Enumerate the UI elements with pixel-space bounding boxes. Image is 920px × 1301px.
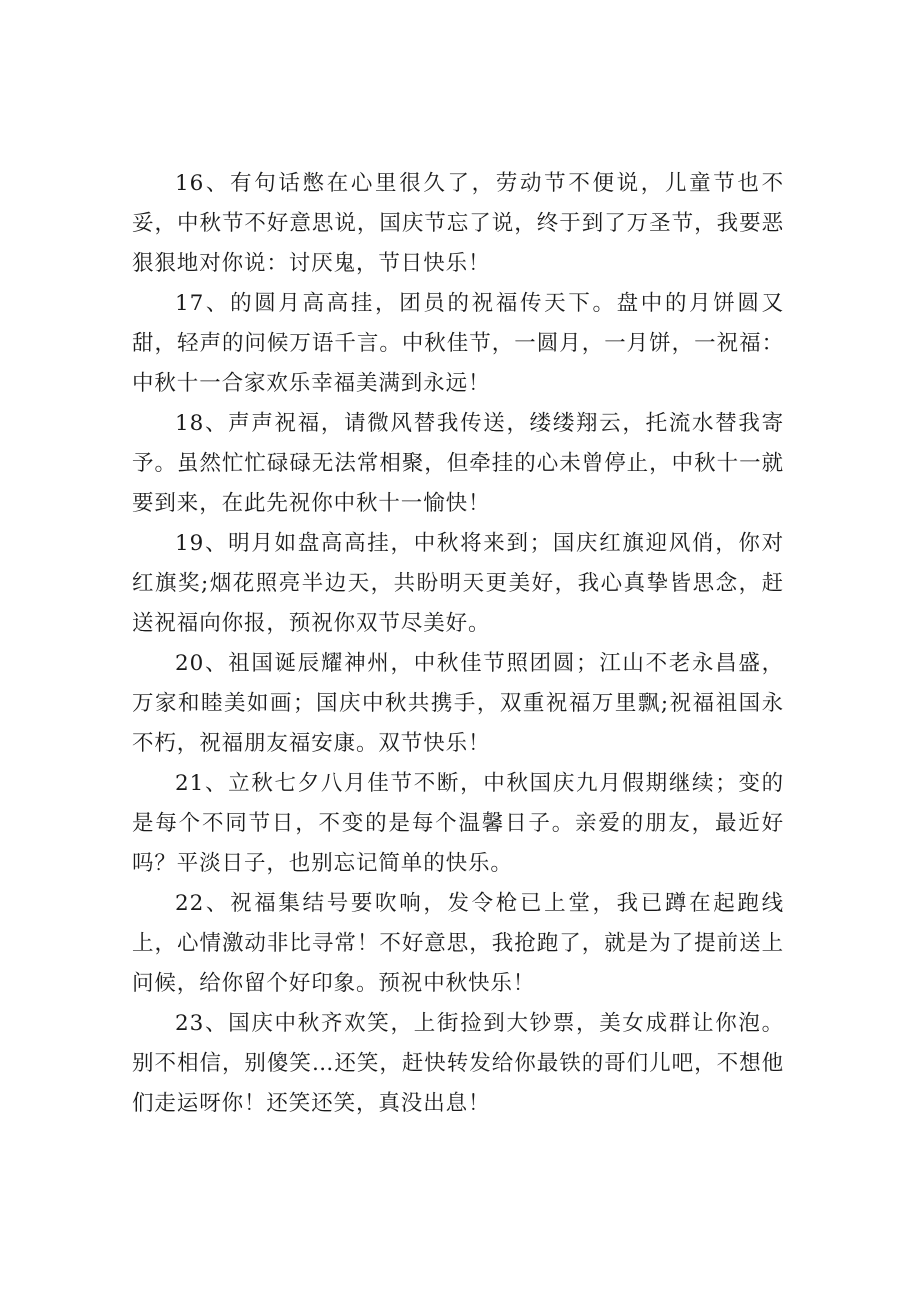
document-body [132, 164, 784, 1124]
paragraph-16: 16、有句话憋在心里很久了，劳动节不便说，儿童节也不妥，中秋节不好意思说，国庆节忘了说，终于到了万圣节，我要恶狠狠地对你说：讨厌鬼，节日快乐！ [132, 171, 784, 276]
paragraph-18: 18、声声祝福，请微风替我传送，缕缕翔云，托流水替我寄予。虽然忙忙碌碌无法常相聚，但牵挂的心未曾停止，中秋十一就要到来，在此先祝你中秋十一愉快！ [132, 411, 784, 516]
paragraph-23: 23、国庆中秋齐欢笑，上街捡到大钞票，美女成群让你泡。别不相信，别傻笑…还笑，赶快转发给你最铁的哥们儿吧，不想他们走运呀你！还笑还笑，真没出息！ [132, 1011, 784, 1116]
paragraph-22: 22、祝福集结号要吹响，发令枪已上堂，我已蹲在起跑线上，心情激动非比寻常！不好意思，我抢跑了，就是为了提前送上问候，给你留个好印象。预祝中秋快乐！ [132, 891, 784, 996]
paragraph-19: 19、明月如盘高高挂，中秋将来到；国庆红旗迎风俏，你对红旗奖;烟花照亮半边天，共盼明天更美好，我心真挚皆思念，赶送祝福向你报，预祝你双节尽美好。 [132, 531, 784, 636]
paragraph-21: 21、立秋七夕八月佳节不断，中秋国庆九月假期继续；变的是每个不同节日，不变的是每个温馨日子。亲爱的朋友，最近好吗？平淡日子，也别忘记简单的快乐。 [132, 771, 784, 876]
paragraph-20: 20、祖国诞辰耀神州，中秋佳节照团圆；江山不老永昌盛，万家和睦美如画；国庆中秋共携手，双重祝福万里飘;祝福祖国永不朽，祝福朋友福安康。双节快乐！ [132, 651, 784, 756]
paragraph-17: 17、的圆月高高挂，团员的祝福传天下。盘中的月饼圆又甜，轻声的问候万语千言。中秋佳节，一圆月，一月饼，一祝福：中秋十一合家欢乐幸福美满到永远！ [132, 291, 784, 396]
